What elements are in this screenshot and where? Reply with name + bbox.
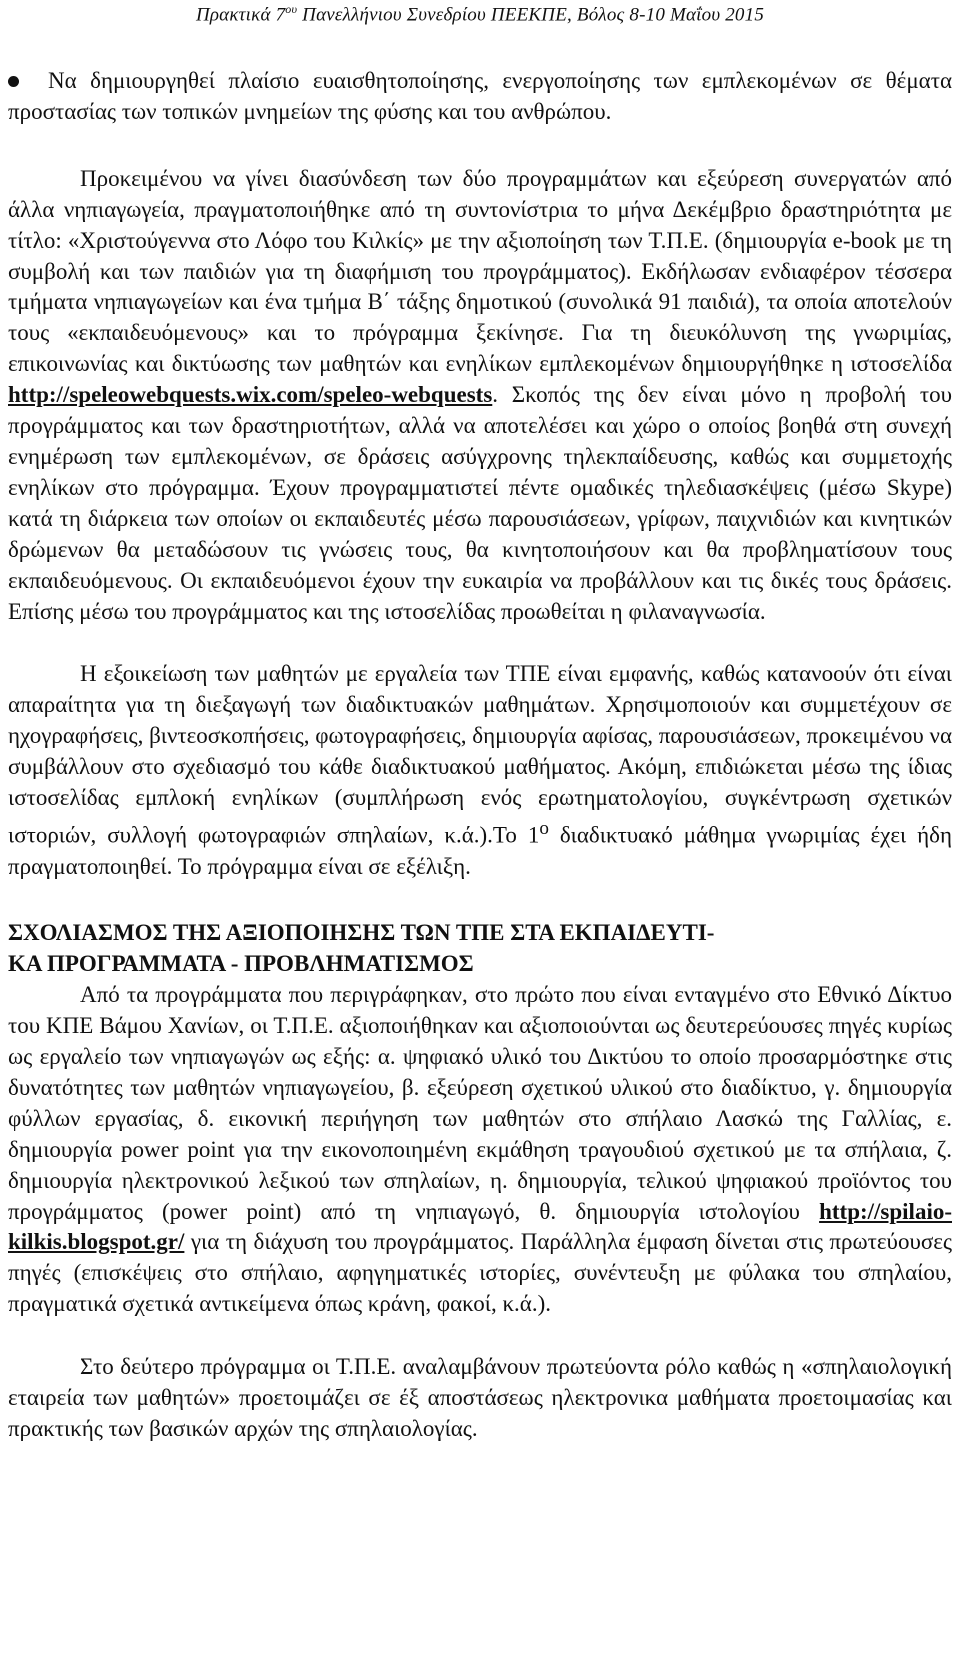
paragraph-3 [8,980,952,1320]
paragraph-3-text-b: για τη διάχυση του προγράμματος. Παράλληλα έμφαση δίνεται στις πρωτεύουσες πηγές (επισκέψεις στο σπήλαιο, αφηγηματικές ιστορίες, συνέντευξη με φύλακα του σπηλαίου, πραγματικά σχετικά αντικείμενα όπως κράνη, φακοί, κ.ά.). [8,1229,952,1317]
paragraph-1-text-b: Εκδήλωσαν ενδιαφέρον τέσσερα τμήματα νηπιαγωγείων και ένα τμήμα Β΄ τάξης δημοτικού (συνολικά 91 παιδιά), τα οποία αποτελούν τους «εκπαιδευόμενους» και το πρόγραμμα ξεκίνησε. Για τη διευκόλυνση της γνωριμίας, επικοινωνίας και δικτύωσης των μαθητών και ενηλίκων εμπλεκομένων δημιουργήθηκε η ιστοσελίδα [8,258,953,377]
speleowebquests-link[interactable]: http://speleowebquests.wix.com/speleo-webquests [8,382,493,408]
paragraph-4-text: Στο δεύτερο πρόγραμμα οι Τ.Π.Ε. αναλαμβάνουν πρωτεύοντα ρόλο καθώς η «σπηλαιολογική εταιρεία των μαθητών» προετοιμάζει σε έξ αποστάσεως ηλεκτρονικα μαθήματα προετοιμασίας και πρακτικής των βασικών αρχών της σπηλαιολογίας. [8,1354,952,1441]
paragraph-1-text-a: Προκειμένου να γίνει διασύνδεση των δύο προγραμμάτων και εξεύρεση συνεργατών από άλλα νηπιαγωγεία, πραγματοποιήθηκε από τη συντονίστρια το μήνα Δεκέμβριο δραστηριότητα με τίτλο: «Χριστούγεννα στο Λόφο του Κιλκίς» με την αξιοποίηση των Τ.Π.Ε. (δημιουργία e-book με τη συμβολή και των παιδιών για τη διαφήμιση του προγράμματος). [8,165,952,284]
header-rest: Πανελλήνιου Συνεδρίου ΠΕΕΚΠΕ, Βόλος 8-10 Μαΐου 2015 [297,4,765,26]
paragraph-1-text-c: . Σκοπός της δεν είναι μόνο η προβολή του προγράμματος και των δραστηριοτήτων, αλλά να αποτελέσει και χώρο ο οποίος βοηθά στη συνεχή ενημέρωση των εμπλεκομένων, σε δράσεις ασύγχρονης τηλεκπαίδευσης, καθώς και συμμετοχής ενηλίκων στο πρόγραμμα. Έχουν προγραμματιστεί πέντε ομαδικές τηλεδιασκέψεις (μέσω Skype) κατά τη διάρκεια των οποίων οι εκπαιδευτές μέσω παρουσιάσεων, γρίφων, παιχνιδιών και κινητικών δρώμενων θα μεταδώσουν τις γνώσεις τους, θα κινητοποιήσουν και θα προβληματίσουν τους εκπαιδευόμενους. Οι εκπαιδευόμενοι έχουν την ευκαιρία να προβάλλουν και τις δικές τους δράσεις. Επίσης μέσω του προγράμματος και της ιστοσελίδας προωθείται η φιλαναγνωσία. [8,382,952,624]
paragraph-2 [8,659,952,882]
header-prefix: Πρακτικά 7 [195,4,286,26]
header-superscript: ου [285,2,298,16]
paragraph-3-text-a: Από τα προγράμματα που περιγράφηκαν, στο πρώτο που είναι ενταγμένο στο Εθνικό Δίκτυο του ΚΠΕ Βάμου Χανίων, οι Τ.Π.Ε. αξιοποιήθηκαν και αξιοποιούνται ως δευτερεύουσες πηγές κυρίως ως εργαλείο των νηπιαγωγών ως εξής: α. ψηφιακό υλικό του Δικτύου το οποίο προσαρμόστηκε στις δυνατότητες των μαθητών νηπιαγωγείου, β. εξεύρεση σχετικού υλικού στο διαδίκτυο, γ. δημιουργία φύλλων εργασίας, δ. εικονική περιήγηση των μαθητών στο σπήλαιο Λασκώ της Γαλλίας, ε. δημιουργία power point για την εικονοποιημένη εκμάθηση τραγουδιού σχετικού με τα σπήλαια, ζ. δημιουργία ηλεκτρονικού λεξικού των σπηλαίων, η. δημιουργία, τελικού ψηφιακού προϊόντος του προγράμματος (power point) από τη νηπιαγωγό, θ. δημιουργία ιστολογίου [8,982,952,1224]
section-heading [8,918,952,980]
blogspot-link[interactable]: http://spilaio-kilkis.blogspot.gr/ [8,1198,952,1255]
running-header [0,2,960,26]
section-heading-line-2: ΚΑ ΠΡΟΓΡΑΜΜΑΤΑ - ΠΡΟΒΛΗΜΑΤΙΣΜΟΣ [8,951,474,977]
paragraph-gap [8,627,952,659]
bullet-item [8,66,952,128]
paragraph-2-superscript: ο [539,817,549,839]
body-text [8,66,952,1445]
bullet-dot-icon [8,76,19,87]
paragraph-gap [8,1320,952,1352]
paragraph-2-text-b: διαδικτυακό μάθημα γνωριμίας έχει ήδη πραγματοποιηθεί. Το πρόγραμμα είναι σε εξέλιξη. [8,822,952,879]
bullet-text: Να δημιουργηθεί πλαίσιο ευαισθητοποίησης, ενεργοποίησης των εμπλεκομένων σε θέματα προστασίας των τοπικών μνημείων της φύσης και του ανθρώπου. [8,68,952,124]
paragraph-2-text-a: Η εξοικείωση των μαθητών με εργαλεία των ΤΠΕ είναι εμφανής, καθώς κατανοούν ότι είναι απαραίτητα για τη διεξαγωγή των διαδικτυακών μαθημάτων. Χρησιμοποιούν και συμμετέχουν σε ηχογραφήσεις, βιντεοσκοπήσεις, φωτογραφήσεις, δημιουργία αφίσας, παρουσιάσεων, προκειμένου να συμβάλλουν στο σχεδιασμό του κάθε διαδικτυακού μαθήματος. Ακόμη, επιδιώκεται μέσω της ίδιας ιστοσελίδας εμπλοκή ενηλίκων (συμπλήρωση ενός ερωτηματολογίου, συγκέντρωση σχετικών ιστοριών, συλλογή φωτογραφιών σπηλαίων, κ.ά.).Το 1 [8,661,952,848]
paragraph-4 [8,1352,952,1445]
section-heading-line-1: ΣΧΟΛΙΑΣΜΟΣ ΤΗΣ ΑΞΙΟΠΟΙΗΣΗΣ ΤΩΝ ΤΠΕ ΣΤΑ ΕΚΠΑΙΔΕΥΤΙ- [8,920,715,946]
paragraph-1 [8,164,952,628]
paragraph-gap [8,882,952,914]
